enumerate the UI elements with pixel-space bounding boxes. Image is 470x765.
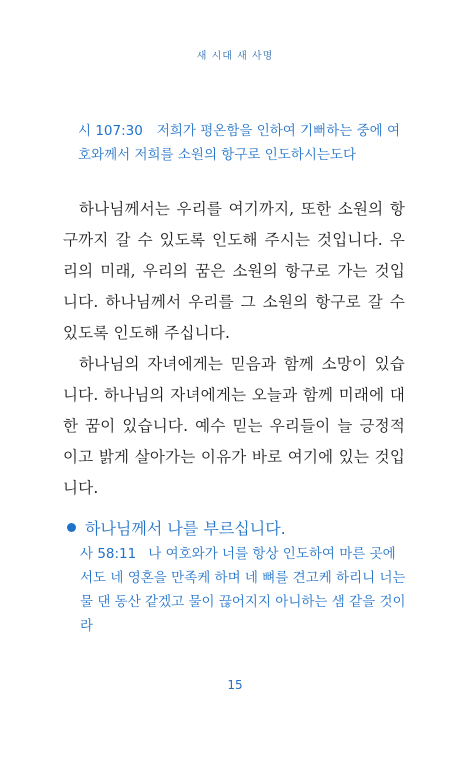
section-scripture-verse — [80, 542, 406, 638]
verse-text: 저희가 평온함을 인하여 기뻐하는 중에 여호와께서 저희를 소원의 항구로 인도하시는도다 — [78, 123, 400, 163]
section-heading-text: 하나님께서 나를 부르십니다. — [85, 519, 286, 538]
body-paragraph: 하나님의 자녀에게는 믿음과 함께 소망이 있습니다. 하나님의 자녀에게는 오늘과 함께 미래에 대한 꿈이 있습니다. 예수 믿는 우리들이 늘 긍정적이고 밝게 살아가는 이유가 바로 여기에 있는 것입니다. — [63, 355, 405, 497]
body-text — [63, 194, 405, 504]
verse-text: 나 여호와가 너를 항상 인도하여 마른 곳에서도 네 영혼을 만족케 하며 네 뼈를 견고케 하리니 너는 물 댄 동산 같겠고 물이 끊어지지 아니하는 샘 같을 것이라 — [80, 546, 406, 634]
bullet-icon — [67, 523, 76, 532]
running-head: 새 시대 새 사명 — [196, 51, 274, 62]
verse-reference: 사 58:11 — [80, 546, 137, 562]
section-heading — [67, 516, 407, 539]
top-scripture-verse — [78, 119, 408, 167]
body-paragraph: 하나님께서는 우리를 여기까지, 또한 소원의 항구까지 갈 수 있도록 인도해 주시는 것입니다. 우리의 미래, 우리의 꿈은 소원의 항구로 가는 것입니다. 하나님께서 우리를 그 소원의 항구로 갈 수 있도록 인도해 주십니다. — [63, 200, 405, 342]
verse-reference: 시 107:30 — [78, 123, 143, 139]
page-number: 15 — [227, 678, 243, 692]
